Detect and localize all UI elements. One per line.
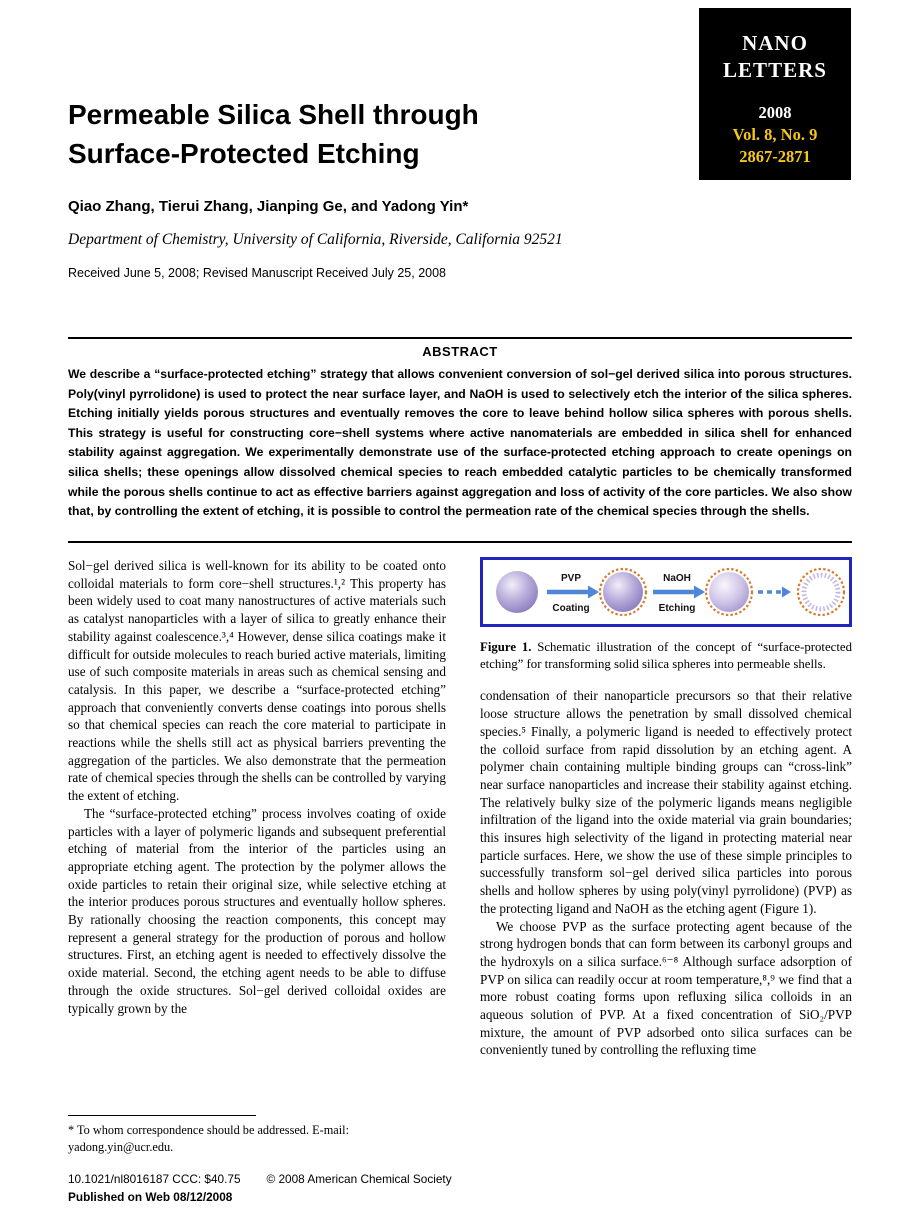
- pvp-label: PVP: [560, 573, 582, 584]
- journal-name: [699, 8, 851, 84]
- correspondence-footnote: * To whom correspondence should be addressed. E-mail: yadong.yin@ucr.edu.: [68, 1123, 349, 1154]
- body-paragraph-right-2: We choose PVP as the surface protecting agent because of the strong hydrogen bonds that can form between its carbonyl groups and the hydroxyls on a silica surface.⁶⁻⁸ Although surface adsorption of PVP on silica can readily occur at room temperature,⁸,⁹ we find that a more robust coating forms upon refluxing silica colloids in an aqueous solution of PVP. At a fixed concentration of SiO₂/PVP mixture, the amount of PVP adsorbed onto silica surfaces can be conveniently tuned by controlling the refluxing time: [480, 918, 852, 1058]
- journal-page-range: 2867-2871: [739, 147, 811, 166]
- pvp-coated-sphere: [600, 569, 646, 615]
- body-paragraph-right-1: condensation of their nanoparticle precursors so that their relative loose structure allows the penetration by small dissolved chemical species.⁵ Finally, a polymeric ligand is needed to effectively protect the colloid surface from rapid dissolution by an etching agent. A polymer chain containing multiple binding groups can “cross-link” near surface nanoparticles and increase their stability against etching. The relatively bulky size of the polymeric ligands means negligible infiltration of the ligand into the oxide material via grain boundaries; this insures high selectivity of the ligand in protecting material near particle surfaces. Here, we show the use of these simple principles to successfully transform sol−gel derived silica particles into porous shells and hollow spheres by using poly(vinyl pyrrolidone) (PVP) as the protecting ligand and NaOH as the etching agent (Figure 1).: [480, 688, 852, 916]
- figure-1: [480, 557, 852, 673]
- page-footer: [68, 1172, 568, 1204]
- author-list: Qiao Zhang, Tierui Zhang, Jianping Ge, and Yadong Yin*: [68, 198, 469, 215]
- abstract-top-rule: [68, 337, 852, 339]
- coating-label: Coating: [552, 603, 590, 614]
- journal-volume: Vol. 8, No. 9: [732, 125, 818, 144]
- article-title-line1: Permeable Silica Shell through: [68, 99, 479, 130]
- figure-1-label: Figure 1.: [480, 640, 532, 654]
- left-column: [68, 557, 446, 1017]
- partially-etched-sphere: [706, 569, 752, 615]
- abstract-bottom-rule: [68, 541, 852, 543]
- footnote-rule: [68, 1115, 256, 1116]
- figure-1-schematic: [483, 560, 849, 624]
- affiliation: Department of Chemistry, University of California, Riverside, California 92521: [68, 231, 563, 248]
- body-paragraph-left-2: The “surface-protected etching” process involves coating of oxide particles with a layer of polymeric ligands and subsequent preferential etching of material from the interior of the particles using an appropriate etching agent. The protection by the polymer allows the oxide particles to retain their original size, while selective etching at the interior produces porous structures and eventually hollow spheres. By rationally choosing the reaction components, this concept may represent a general strategy for the production of porous and hollow structures. First, an etching agent is needed to effectively dissolve the oxide material. Second, the etching agent needs to be able to diffuse through the oxide structures. Sol−gel derived colloidal oxides are typically grown by the: [68, 805, 446, 1016]
- journal-issue-info: [699, 102, 851, 168]
- naoh-etching-arrow: [653, 573, 705, 614]
- right-column: [480, 557, 852, 1059]
- figure-1-image: [480, 557, 852, 627]
- published-on-web: Published on Web 08/12/2008: [68, 1190, 233, 1204]
- doi-ccc-info: 10.1021/nl8016187 CCC: $40.75: [68, 1172, 241, 1186]
- body-paragraph-left-1: Sol−gel derived silica is well-known for its ability to be coated onto colloidal materials to form core−shell structures.¹,² This property has been widely used to coat many nanostructures of active materials such as catalyst nanoparticles with a layer of silica to greatly enhance their stability against coalescence.³,⁴ However, dense silica coatings make it difficult for outside molecules to reach buried active materials, limiting use of such composite materials in areas such as chemical sensing and catalysis. In this paper, we describe a “surface-protected etching” approach that conveniently converts dense coatings into porous shells so that chemical species can reach the core material to participate in reactions while the shells still act as physical barriers preventing the aggregation of the particles. We also demonstrate that the permeation rate of chemical species through the shells can be controlled by varying the extent of etching.: [68, 558, 446, 804]
- abstract-text: We describe a “surface-protected etching” strategy that allows convenient conversion of sol−gel derived silica into porous structures. Poly(vinyl pyrrolidone) is used to protect the near surface layer, and NaOH is used to selectively etch the interior of the silica spheres. Etching initially yields porous structures and eventually removes the core to leave behind hollow silica spheres with porous shells. This strategy is useful for constructing core−shell systems where active nanomaterials are embedded in silica shell for enhanced stability against aggregation. We experimentally demonstrate use of the surface-protected etching approach to create openings on silica shells; these openings allow dissolved chemical species to reach embedded catalytic particles to be chemically transformed while the porous shells continue to act as effective barriers against aggregation and loss of activity of the core particles. We also show that, by controlling the extent of etching, it is possible to control the permeation rate of the chemical species through the shells.: [68, 367, 852, 519]
- journal-name-line2: LETTERS: [723, 58, 827, 82]
- abstract-heading: ABSTRACT: [422, 344, 498, 359]
- journal-banner: [699, 8, 851, 180]
- figure-1-caption-text: Schematic illustration of the concept of “surface-protected etching” for transforming solid silica spheres into permeable shells.: [480, 640, 852, 672]
- article-title: [68, 95, 668, 173]
- footer-citation-line: [68, 1172, 568, 1186]
- article-title-line2: Surface-Protected Etching: [68, 138, 420, 169]
- naoh-label: NaOH: [663, 573, 691, 584]
- continued-etching-dashed-arrow: [758, 587, 791, 598]
- received-dates: Received June 5, 2008; Revised Manuscript Received July 25, 2008: [68, 266, 446, 280]
- journal-name-line1: NANO: [742, 31, 808, 55]
- solid-silica-sphere: [496, 571, 538, 613]
- journal-year: 2008: [758, 103, 792, 122]
- pvp-coating-arrow: [547, 573, 599, 614]
- copyright-notice: © 2008 American Chemical Society: [266, 1172, 452, 1186]
- figure-1-caption: [480, 639, 852, 673]
- hollow-porous-sphere: [798, 569, 844, 615]
- etching-label: Etching: [658, 603, 696, 614]
